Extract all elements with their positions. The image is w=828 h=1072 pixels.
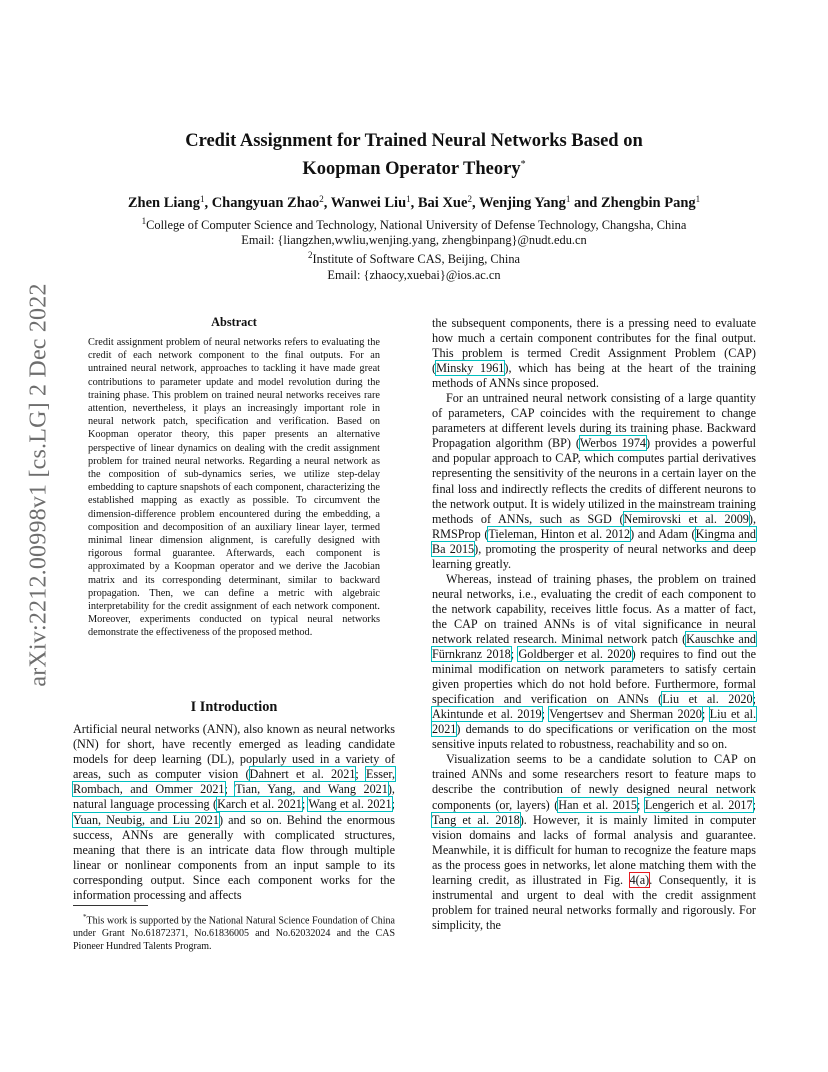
intro-paragraph: Artificial neural networks (ANN), also known as neural networks (NN) for short, have recently emerged as leading candidate models for deep learning (DL), popularly used in a variety of areas, such as computer vision (Dahnert et al. 2021; Esser, Rombach, and Ommer 2021; Tian, Yang, and Wang 2021), natural language processing (Karch et al. 2021; Wang et al. 2021; Yuan, Neubig, and Liu 2021) and so on. Behind the enormous success, ANNs are generally with complicated structures, meaning that there is an intricate data flow through multiple linear or nonlinear components from an input sample to its corresponding output. Since each component works for the information processing and affects xyxy=(73,722,395,903)
title-footnote-marker: * xyxy=(520,159,526,170)
citation-link[interactable]: Tang et al. 2018 xyxy=(432,812,520,827)
author-list: Zhen Liang$^1$, Changyuan Zhao$^2$, Wanwei Liu$^1$, Bai Xue$^2$, Wenjing Yang$^1$ and Zhengbin Pang$^1$ xyxy=(127,194,701,211)
citation-link[interactable]: Kingma and Ba 2015 xyxy=(432,526,757,556)
citation-link[interactable]: Yuan, Neubig, and Liu 2021 xyxy=(73,812,219,827)
citation-link[interactable]: Minsky 1961 xyxy=(436,361,505,376)
footnote-rule xyxy=(73,905,148,906)
author-name: Wenjing Yang xyxy=(478,195,566,211)
author-affiliation-number: 2 xyxy=(319,194,324,204)
citation-link[interactable]: Liu et al. 2020 xyxy=(662,692,753,707)
footnote-text: This work is supported by the National Natural Science Foundation of China under Grant No.61872371, No.61836005 and No.62032024 and the CAS Pioneer Hundred Talents Program. xyxy=(73,915,395,952)
affiliation-1-number: 1 xyxy=(141,216,147,226)
abstract-heading: Abstract xyxy=(211,315,257,329)
author-affiliation-number: 1 xyxy=(199,194,205,204)
citation-link[interactable]: Wang et al. 2021 xyxy=(308,797,392,812)
author-affiliation-number: 1 xyxy=(565,194,571,204)
title-line-1: Credit Assignment for Trained Neural Networks Based on xyxy=(185,131,643,151)
email-2: Email: {zhaocy,xuebai}@ios.ac.cn xyxy=(327,267,501,282)
figure-reference-link[interactable]: 4(a) xyxy=(629,872,650,887)
author-name: Wanwei Liu xyxy=(330,195,407,211)
affiliation-1: College of Computer Science and Technology, National University of Defense Technology, Changsha, China xyxy=(146,218,687,232)
citation-link[interactable]: Akintunde et al. 2019 xyxy=(432,707,542,722)
paper-title xyxy=(120,130,708,181)
affiliation-2-number: 2 xyxy=(307,250,313,261)
author-affiliation-number: 2 xyxy=(467,194,472,204)
affiliation-2: Institute of Software CAS, Beijing, China xyxy=(312,252,521,267)
citation-link[interactable]: Dahnert et al. 2021 xyxy=(249,767,356,782)
arxiv-stamp xyxy=(18,282,60,687)
body-paragraph: For an untrained neural network consisting of a large quantity of parameters, CAP coincides with the requirement to change parameters at different levels during its training phase. Backward Propagation algorithm (BP) (Werbos 1974) provides a powerful and popular approach to CAP, which computes partial derivatives representing the sensitivity of the neurons in a certain layer on the final loss and indirectly reflects the credits of different neurons to the network output. It is widely utilized in the mainstream training methods of ANNs, such as SGD (Nemirovski et al. 2009), RMSProp (Tieleman, Hinton et al. 2012) and Adam (Kingma and Ba 2015), promoting the prosperity of neural networks and deep learning greatly. xyxy=(432,391,757,571)
citation-link[interactable]: Nemirovski et al. 2009 xyxy=(623,511,749,526)
body-paragraph: Visualization seems to be a candidate solution to CAP on trained ANNs and some researchers resort to feature maps to describe the contribution of newly designed neural network components (or, layers) (Han et al. 2015; Lengerich et al. 2017; Tang et al. 2018). However, it is mainly limited in computer vision domains and lacks of formal analysis and guarantee. Meanwhile, it is difficult for human to recognize the feature maps as the process goes in networks, let alone matching them with the learning credit, as illustrated in Fig. 4(a). Consequently, it is instrumental and urgent to deal with the credit assignment problem for trained neural networks formally and rigorously. For simplicity, the xyxy=(432,752,757,932)
footnote xyxy=(73,911,395,954)
citation-link[interactable]: Werbos 1974 xyxy=(579,436,647,451)
citation-link[interactable]: Tieleman, Hinton et al. 2012 xyxy=(488,526,631,541)
body-paragraph: Whereas, instead of training phases, the problem on trained neural networks, i.e., evaluating the credit of each component to the network capability, receives little focus. As a matter of fact, the CAP on trained ANNs is of vital significance in neural network related research. Minimal network patch (Kauschke and Fürnkranz 2018; Goldberger et al. 2020) requires to find out the minimal modification on network parameters to satisfy certain given properties which do not hold before. Furthermore, formal specification and verification on ANNs (Liu et al. 2020; Akintunde et al. 2019; Vengertsev and Sherman 2020; Liu et al. 2021) demands to do specifications or verification on the most sensitive inputs related to robustness, reachability and so on. xyxy=(432,571,757,752)
author-name: Changyuan Zhao xyxy=(211,195,320,211)
citation-link[interactable]: Vengertsev and Sherman 2020 xyxy=(549,707,702,722)
footnote-marker: * xyxy=(83,913,87,921)
title-line-2: Koopman Operator Theory xyxy=(302,159,521,179)
author-name: Zhengbin Pang xyxy=(600,195,696,211)
citation-link[interactable]: Han et al. 2015 xyxy=(558,797,637,812)
citation-link[interactable]: Kauschke and Fürnkranz 2018 xyxy=(432,631,757,662)
author-affiliation-number: 1 xyxy=(406,194,411,204)
email-1: Email: {liangzhen,wwliu,wenjing.yang, zhengbinpang}@nudt.edu.cn xyxy=(241,233,587,248)
affiliations xyxy=(60,214,768,283)
arxiv-stamp-text: arXiv:2212.00998v1 [cs.LG] 2 Dec 2022 xyxy=(25,282,52,687)
citation-link[interactable]: Karch et al. 2021 xyxy=(217,797,302,812)
abstract-text: Credit assignment problem of neural networks refers to evaluating the credit of each network component to the final outputs. For an untrained neural network, approaches to tackling it have made great contributions to parameter update and model revolution during the training phase. This problem on trained neural networks receives rare attention, nevertheless, it plays an increasingly important role in neural network patch, specification and verification. Based on Koopman operator theory, this paper presents an alternative perspective of linear dynamics on dealing with the credit assignment problem for trained neural networks. Regarding a neural network as the composition of sub-dynamics series, we utilize step-delay embedding to capture snapshots of each component, characterizing the established mapping as exactly as possible. To circumvent the dimension-difference problem encountered during the embedding, a composition and decomposition of an auxiliary linear layer, termed minimal linear dimension alignment, is carefully designed with rigorous formal guarantee. Afterwards, each component is approximated by a Koopman operator and we derive the Jacobian matrix and its corresponding determinant, similar to backward propagation. Then, we can define a metric with algebraic interpretability for the credit assignment of each network component. Moreover, experiments conducted on typical neural networks demonstrate the effectiveness of the proposed method. xyxy=(88,337,380,639)
citation-link[interactable]: Goldberger et al. 2020 xyxy=(518,647,632,662)
section-heading-introduction: I Introduction xyxy=(190,699,278,715)
right-column xyxy=(432,316,756,933)
citation-link[interactable]: Tian, Yang, and Wang 2021 xyxy=(235,782,388,797)
body-paragraph: the subsequent components, there is a pressing need to evaluate how much a certain component contributes for the final output. This problem is termed Credit Assignment Problem (CAP) (Minsky 1961), which has being at the heart of the training methods of ANNs since proposed. xyxy=(432,316,756,391)
author-affiliation-number: 1 xyxy=(695,194,701,204)
citation-link[interactable]: Esser, Rombach, and Ommer 2021 xyxy=(73,767,395,797)
citation-link[interactable]: Liu et al. 2021 xyxy=(432,707,757,737)
citation-link[interactable]: Lengerich et al. 2017 xyxy=(644,797,753,812)
author-name: Bai Xue xyxy=(417,195,468,211)
author-name: Zhen Liang xyxy=(127,195,200,211)
